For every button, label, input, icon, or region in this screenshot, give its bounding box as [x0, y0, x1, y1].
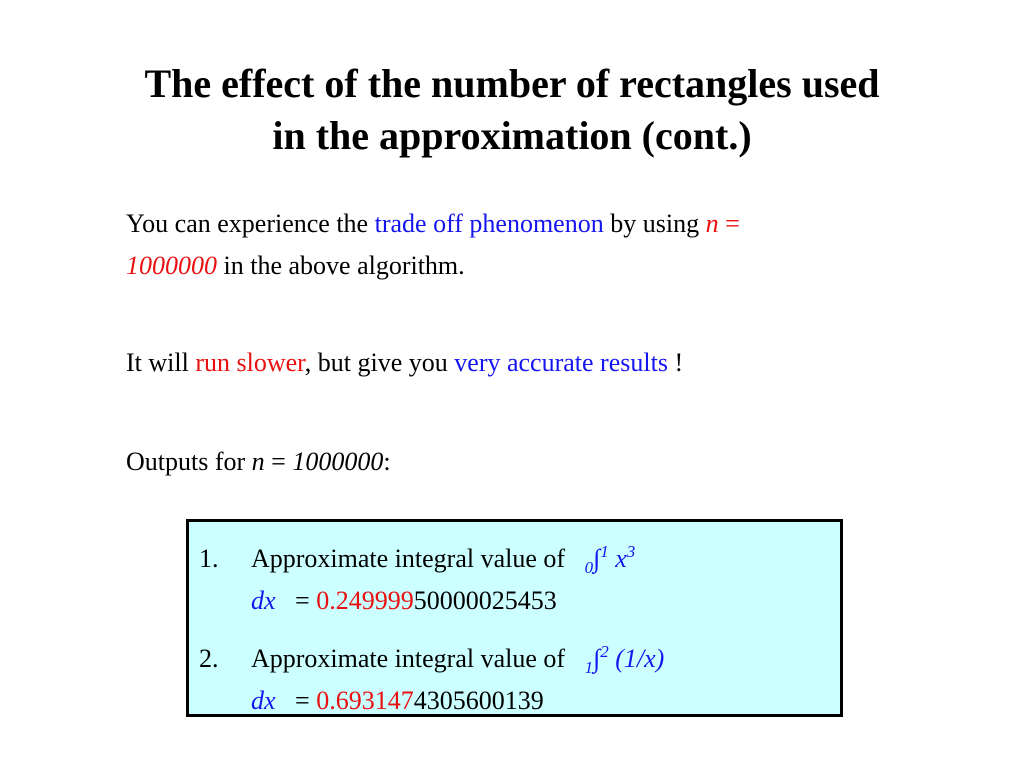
paragraph-outputs-for	[126, 441, 946, 483]
accurate-digits: 0.249999	[316, 586, 414, 615]
integral-sign: ∫	[593, 644, 601, 673]
run-slower-highlight: run slower	[195, 348, 305, 377]
output-line-2b	[199, 684, 664, 717]
output-line-1a	[199, 535, 635, 584]
upper-limit: 2	[600, 642, 609, 661]
integral-expression	[584, 542, 636, 577]
equals-sign: =	[264, 447, 293, 476]
para3-text-1: Outputs for	[126, 447, 252, 476]
para1-text-2: by using	[603, 209, 706, 238]
equals-sign: =	[295, 586, 310, 615]
upper-limit: 1	[600, 542, 609, 561]
output-label: Approximate integral value of	[251, 644, 566, 673]
slide-title	[0, 58, 1024, 162]
integral-sign: ∫	[593, 544, 601, 573]
colon: :	[383, 447, 391, 476]
output-label: Approximate integral value of	[251, 544, 566, 573]
equals-sign: =	[295, 686, 310, 715]
accurate-results-highlight: very accurate results	[454, 348, 668, 377]
list-number: 2.	[199, 644, 219, 673]
accurate-digits: 0.693147	[316, 686, 414, 715]
title-line-1: The effect of the number of rectangles used	[144, 61, 880, 106]
integrand: x	[615, 544, 627, 573]
title-line-2: in the approximation (cont.)	[272, 113, 752, 158]
dx-label: dx	[251, 586, 276, 615]
para2-text-1: It will	[126, 348, 196, 377]
output-item-2	[199, 635, 664, 717]
remaining-digits: 50000025453	[413, 586, 557, 615]
n-variable: n	[705, 209, 719, 238]
output-item-1	[199, 535, 635, 617]
list-number: 1.	[199, 544, 219, 573]
para1-text-1: You can experience the	[126, 209, 375, 238]
equals-sign: =	[718, 209, 740, 238]
lower-limit: 1	[584, 658, 594, 677]
trade-off-highlight: trade off phenomenon	[374, 209, 604, 238]
paragraph-run-slower	[126, 342, 946, 384]
lower-limit: 0	[584, 558, 594, 577]
integral-expression	[584, 642, 665, 677]
dx-label: dx	[251, 686, 276, 715]
n-value: 1000000	[126, 251, 217, 280]
para1-text-3: in the above algorithm.	[217, 251, 465, 280]
output-line-2a	[199, 635, 664, 684]
remaining-digits: 4305600139	[413, 686, 544, 715]
para2-text-2: , but give you	[304, 348, 455, 377]
paragraph-trade-off	[126, 203, 946, 287]
n-value: 1000000	[292, 447, 384, 476]
para2-text-3: !	[667, 348, 684, 377]
integrand: (1/x)	[615, 644, 665, 673]
n-variable: n	[251, 447, 265, 476]
power: 3	[626, 542, 636, 561]
outputs-box	[186, 519, 843, 717]
output-line-1b	[199, 584, 635, 617]
